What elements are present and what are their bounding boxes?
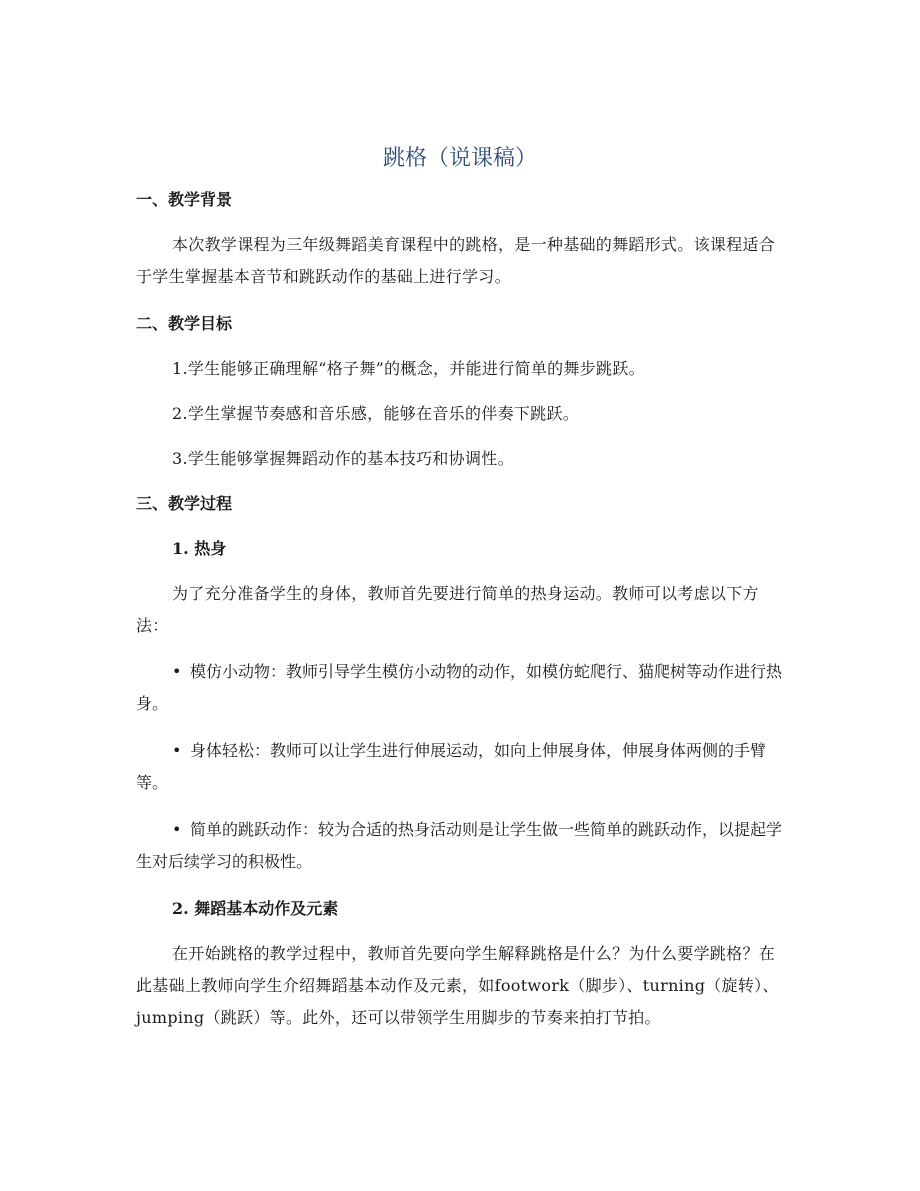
background-paragraph: 本次教学课程为三年级舞蹈美育课程中的跳格，是一种基础的舞蹈形式。该课程适合于学生掌握基本音节和跳跃动作的基础上进行学习。 xyxy=(136,235,776,286)
section-heading-background: 一、教学背景 xyxy=(136,190,233,209)
subsection-heading-basics: 2. 舞蹈基本动作及元素 xyxy=(172,899,339,918)
warmup-bullet-3 xyxy=(136,814,786,878)
warmup-bullet-3-text: 简单的跳跃动作：较为合适的热身活动则是让学生做一些简单的跳跃动作，以提起学生对后续学习的积极性。 xyxy=(136,820,783,871)
warmup-intro-paragraph: 为了充分准备学生的身体，教师首先要进行简单的热身运动。教师可以考虑以下方法： xyxy=(136,584,759,635)
section-heading-process: 三、教学过程 xyxy=(136,494,233,513)
bullet-icon: • xyxy=(172,820,182,839)
section-heading-goals: 二、教学目标 xyxy=(136,314,233,333)
goal-item-1: 1.学生能够正确理解“格子舞”的概念，并能进行简单的舞步跳跃。 xyxy=(172,359,645,378)
warmup-bullet-1-text: 模仿小动物：教师引导学生模仿小动物的动作，如模仿蛇爬行、猫爬树等动作进行热身。 xyxy=(136,662,783,713)
goal-item-2: 2.学生掌握节奏感和音乐感，能够在音乐的伴奏下跳跃。 xyxy=(172,404,580,423)
warmup-bullet-1 xyxy=(136,656,786,720)
basics-paragraph: 在开始跳格的教学过程中，教师首先要向学生解释跳格是什么？为什么要学跳格？在此基础上教师向学生介绍舞蹈基本动作及元素，如footwork（脚步）、turning（旋转）、jumping（跳跃）等。此外，还可以带领学生用脚步的节奏来拍打节拍。 xyxy=(136,944,779,1027)
warmup-bullet-2 xyxy=(136,735,786,799)
subsection-heading-warmup: 1. 热身 xyxy=(172,539,227,558)
warmup-bullet-2-text: 身体轻松：教师可以让学生进行伸展运动，如向上伸展身体，伸展身体两侧的手臂等。 xyxy=(136,741,767,792)
bullet-icon: • xyxy=(172,662,182,681)
bullet-icon: • xyxy=(172,741,182,760)
goal-item-3: 3.学生能够掌握舞蹈动作的基本技巧和协调性。 xyxy=(172,449,514,468)
document-title: 跳格（说课稿） xyxy=(382,146,537,171)
